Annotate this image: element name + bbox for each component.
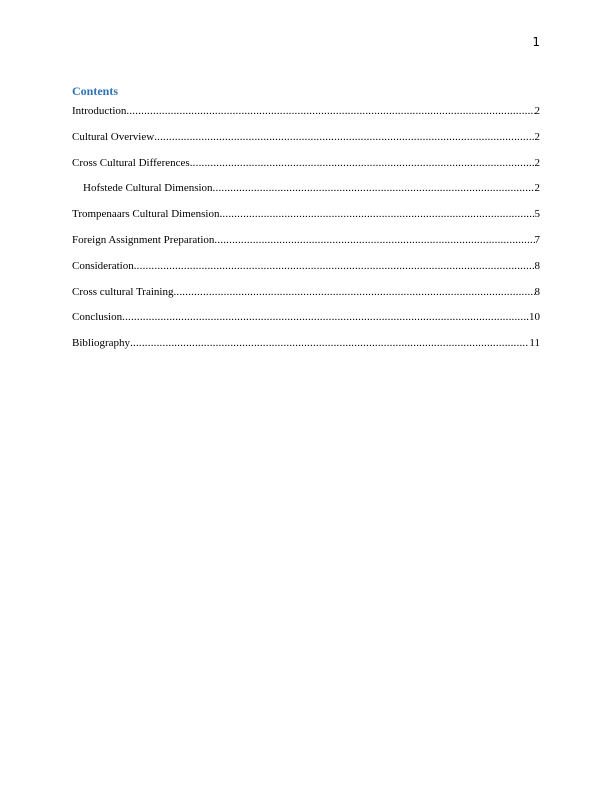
toc-entry-page: 2	[534, 105, 540, 117]
toc-entry-page: 11	[529, 337, 540, 350]
toc-dot-leader	[219, 207, 534, 221]
toc-dot-leader	[134, 259, 535, 273]
toc-entry-title: Cross cultural Training	[72, 285, 174, 298]
toc-entry-page: 8	[534, 259, 540, 272]
toc-dot-leader	[214, 233, 534, 247]
toc-entry-foreign-assignment-preparation[interactable]	[72, 233, 540, 259]
toc-entry-bibliography[interactable]	[72, 336, 540, 362]
toc-entry-title: Trompenaars Cultural Dimension	[72, 208, 220, 221]
toc-entry-title: Consideration	[72, 259, 134, 272]
toc-entry-hofstede-cultural-dimension[interactable]	[72, 181, 540, 207]
toc-dot-leader	[213, 181, 535, 195]
toc-entry-introduction[interactable]	[72, 104, 540, 130]
toc-entry-title: Conclusion	[72, 311, 123, 324]
toc-entry-title: Cultural Overview	[72, 130, 155, 143]
toc-entry-trompenaars-cultural-dimension[interactable]	[72, 207, 540, 233]
toc-entry-page: 7	[534, 233, 540, 246]
toc-entry-page: 2	[534, 130, 540, 143]
toc-dot-leader	[130, 336, 529, 350]
toc-entry-cross-cultural-training[interactable]	[72, 285, 540, 311]
toc-dot-leader	[173, 285, 534, 299]
toc-entry-page: 8	[534, 285, 540, 298]
toc-entry-conclusion[interactable]	[72, 310, 540, 336]
table-of-contents	[72, 104, 540, 362]
page-number: 1	[532, 35, 540, 49]
toc-entry-page: 10	[529, 311, 540, 324]
toc-entry-page: 2	[534, 182, 540, 195]
toc-dot-leader	[190, 156, 535, 170]
toc-entry-page: 2	[534, 156, 540, 169]
toc-entry-title: Bibliography	[72, 337, 131, 350]
toc-entry-title: Foreign Assignment Preparation	[72, 233, 215, 246]
toc-entry-page: 5	[534, 208, 540, 221]
toc-entry-title: Cross Cultural Differences	[72, 156, 190, 169]
toc-entry-title: Introduction	[72, 105, 127, 117]
toc-entry-consideration[interactable]	[72, 259, 540, 285]
toc-dot-leader	[154, 130, 534, 144]
toc-entry-title: Hofstede Cultural Dimension	[83, 182, 213, 195]
toc-entry-cross-cultural-differences[interactable]	[72, 156, 540, 182]
toc-dot-leader	[122, 310, 529, 324]
toc-heading: Contents	[72, 84, 119, 98]
toc-dot-leader	[126, 104, 534, 118]
toc-entry-cultural-overview[interactable]	[72, 130, 540, 156]
